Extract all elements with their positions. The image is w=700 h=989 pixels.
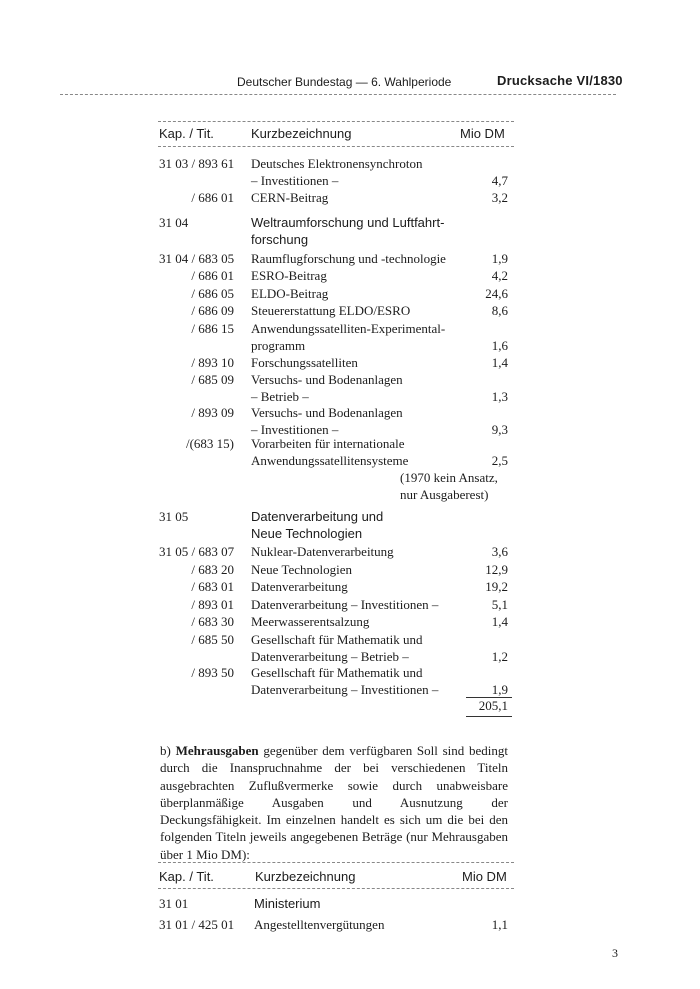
mio-dm: 1,2 <box>491 649 508 664</box>
table1-col-miodm: Mio DM <box>460 126 505 141</box>
table2-header-rule <box>158 888 514 889</box>
mio-dm: 2,5 <box>491 453 508 468</box>
kurzbezeichnung: Neue Technologien <box>251 562 353 577</box>
kurzbezeichnung: Steuererstattung ELDO/ESRO <box>251 303 411 318</box>
kap-tit: / 686 01 <box>191 268 234 283</box>
table1-header-rule <box>158 146 514 147</box>
mio-dm: 1,9 <box>491 682 508 697</box>
kap-tit: 31 01 / 425 01 <box>159 917 235 932</box>
mio-dm: 3,2 <box>491 190 508 205</box>
kap-tit: / 686 15 <box>191 321 234 336</box>
kap-tit: 31 04 <box>159 215 189 230</box>
kurzbezeichnung: Datenverarbeitung und Neue Technologien <box>251 509 384 541</box>
table1-note: (1970 kein Ansatz, nur Ausgaberest) <box>400 470 498 502</box>
kap-tit: / 893 10 <box>191 355 234 370</box>
mio-dm: 1,3 <box>491 389 508 404</box>
kurzbezeichnung: Raumflugforschung und -technologie <box>251 251 446 266</box>
kurzbezeichnung: Forschungssatelliten <box>251 355 358 370</box>
mio-dm: 5,1 <box>491 597 508 612</box>
kurzbezeichnung: Meerwasserentsalzung <box>251 614 370 629</box>
kurzbezeichnung: ESRO-Beitrag <box>251 268 327 283</box>
table1-total: 205,1 <box>478 698 508 713</box>
kap-tit: / 685 09 <box>191 372 234 387</box>
kurzbezeichnung: ELDO-Beitrag <box>251 286 329 301</box>
table1-col-kap: Kap. / Tit. <box>159 126 214 141</box>
kap-tit: / 893 50 <box>191 665 234 680</box>
kurzbezeichnung: Datenverarbeitung – Investitionen – <box>251 597 439 612</box>
kurzbezeichnung: Datenverarbeitung <box>251 579 348 594</box>
page-number: 3 <box>612 946 618 960</box>
kap-tit: / 893 01 <box>191 597 234 612</box>
mio-dm: 24,6 <box>485 286 508 301</box>
table2-top-rule <box>158 862 514 863</box>
kap-tit: 31 05 <box>159 509 189 524</box>
mio-dm: 9,3 <box>491 422 508 437</box>
kurzbezeichnung: Ministerium <box>254 896 321 911</box>
kurzbezeichnung: Versuchs- und Bodenanlagen – Investitionen – <box>251 405 403 437</box>
kap-tit: 31 05 / 683 07 <box>159 544 235 559</box>
mio-dm: 4,7 <box>491 173 508 188</box>
kap-tit: / 686 05 <box>191 286 234 301</box>
kurzbezeichnung: Gesellschaft für Mathematik und Datenverarbeitung – Investitionen – <box>251 665 439 697</box>
kap-tit: 31 01 <box>159 896 189 911</box>
kap-tit: /(683 15) <box>185 436 234 451</box>
mio-dm: 1,4 <box>491 355 508 370</box>
kap-tit: / 685 50 <box>191 632 234 647</box>
mio-dm: 1,6 <box>491 338 508 353</box>
kap-tit: / 683 01 <box>191 579 234 594</box>
kurzbezeichnung: Vorarbeiten für internationale Anwendungssatellitensysteme <box>251 436 409 468</box>
header-title: Deutscher Bundestag — 6. Wahlperiode <box>237 75 452 89</box>
kap-tit: 31 03 / 893 61 <box>159 156 235 171</box>
mio-dm: 3,6 <box>491 544 508 559</box>
kap-tit: / 683 30 <box>191 614 234 629</box>
table2-col-miodm: Mio DM <box>462 869 507 884</box>
mio-dm: 4,2 <box>491 268 508 283</box>
kurzbezeichnung: Gesellschaft für Mathematik und Datenverarbeitung – Betrieb – <box>251 632 423 664</box>
paragraph-bold: Mehrausgaben <box>175 743 259 758</box>
kap-tit: / 893 09 <box>191 405 234 420</box>
table2-col-kap: Kap. / Tit. <box>159 869 214 884</box>
mio-dm: 1,9 <box>491 251 508 266</box>
mio-dm: 8,6 <box>491 303 508 318</box>
kurzbezeichnung: Weltraumforschung und Luftfahrt- forschung <box>251 215 445 247</box>
mio-dm: 1,4 <box>491 614 508 629</box>
kap-tit: 31 04 / 683 05 <box>159 251 235 266</box>
total-rule <box>466 716 512 717</box>
kurzbezeichnung: CERN-Beitrag <box>251 190 329 205</box>
mio-dm: 12,9 <box>485 562 508 577</box>
table1-col-bezeichnung: Kurzbezeichnung <box>251 126 352 141</box>
kap-tit: / 686 09 <box>191 303 234 318</box>
mio-dm: 19,2 <box>485 579 508 594</box>
kurzbezeichnung: Versuchs- und Bodenanlagen – Betrieb – <box>251 372 403 404</box>
table1-top-rule <box>158 121 514 122</box>
document-number: Drucksache VI/1830 <box>497 73 623 88</box>
mio-dm: 1,1 <box>491 917 508 932</box>
kap-tit: / 683 20 <box>191 562 234 577</box>
table2-col-bezeichnung: Kurzbezeichnung <box>255 869 356 884</box>
paragraph-b: b) Mehrausgaben gegenüber dem verfügbaren Soll sind bedingt durch die Inanspruchnahme der bei verschiedenen Titeln ausgebrachten Zuflußvermerke sowie durch unabweisbare überplanmäßige Ausgaben und Ausnutzung der Deckungsfähigkeit. Im einzelnen handelt es sich um die bei den folgenden Titeln jeweils angegebenen Beträge (nur Mehrausgaben über 1 Mio DM): <box>160 743 509 862</box>
kurzbezeichnung: Angestelltenvergütungen <box>254 917 385 932</box>
header-rule <box>60 94 616 95</box>
kurzbezeichnung: Deutsches Elektronensynchroton – Investitionen – <box>251 156 423 188</box>
kurzbezeichnung: Nuklear-Datenverarbeitung <box>251 544 394 559</box>
kap-tit: / 686 01 <box>191 190 234 205</box>
kurzbezeichnung: Anwendungssatelliten-Experimental- programm <box>251 321 446 353</box>
